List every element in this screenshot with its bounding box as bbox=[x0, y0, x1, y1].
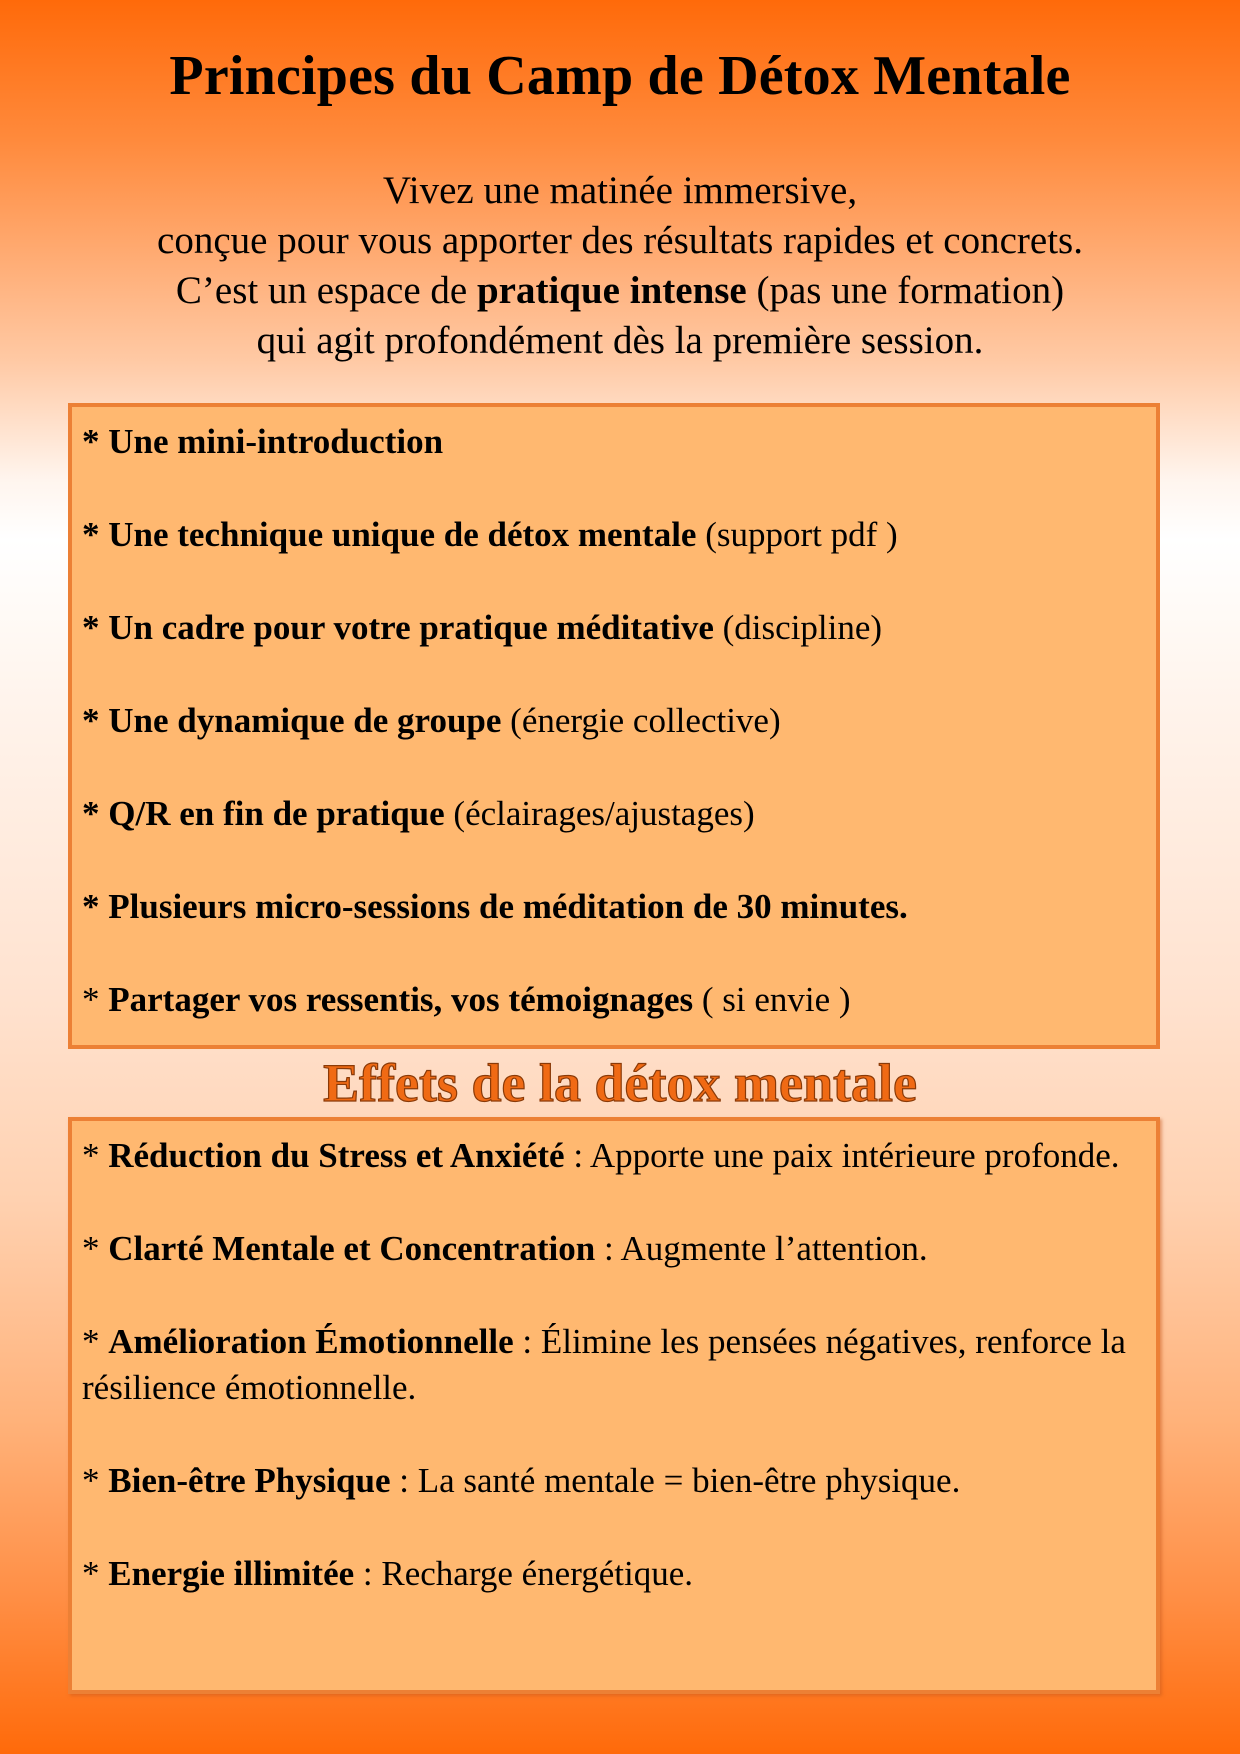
intro-paragraph bbox=[0, 166, 1240, 366]
principle-item bbox=[82, 791, 1156, 884]
principle-bold: Partager vos ressentis, vos témoignages bbox=[108, 980, 694, 1019]
principle-bold: * Q/R en fin de pratique bbox=[82, 794, 445, 833]
principle-rest: (discipline) bbox=[713, 608, 883, 647]
principle-rest: (énergie collective) bbox=[501, 701, 781, 740]
effect-rest: : Élimine les pensées négatives, renforce la résilience émotionnelle. bbox=[82, 1322, 1126, 1407]
principle-item bbox=[82, 419, 1156, 512]
effect-prefix: * bbox=[82, 1461, 109, 1500]
effect-item bbox=[82, 1551, 1156, 1597]
effect-rest: : Apporte une paix intérieure profonde. bbox=[564, 1136, 1120, 1175]
principle-item bbox=[82, 605, 1156, 698]
principle-rest: (éclairages/ajustages) bbox=[444, 794, 755, 833]
principle-item bbox=[82, 698, 1156, 791]
effect-bold: Amélioration Émotionnelle bbox=[108, 1322, 514, 1361]
effect-item bbox=[82, 1319, 1156, 1411]
principle-item bbox=[82, 512, 1156, 605]
effect-bold: Energie illimitée bbox=[108, 1554, 355, 1593]
effect-prefix: * bbox=[82, 1229, 109, 1268]
effect-prefix: * bbox=[82, 1322, 109, 1361]
effect-rest: : Augmente l’attention. bbox=[595, 1229, 928, 1268]
intro-line-3-post: (pas une formation) bbox=[746, 269, 1065, 312]
effect-prefix: * bbox=[82, 1554, 109, 1593]
intro-line-4: qui agit profondément dès la première session. bbox=[256, 319, 984, 362]
intro-line-3 bbox=[0, 266, 1240, 316]
principle-prefix: * bbox=[82, 980, 109, 1019]
principles-box bbox=[68, 403, 1160, 1049]
effects-heading: Effets de la détox mentale bbox=[323, 1053, 917, 1113]
page-title: Principes du Camp de Détox Mentale bbox=[169, 45, 1071, 107]
effect-item bbox=[82, 1226, 1156, 1272]
effects-box bbox=[68, 1117, 1160, 1694]
effect-rest: : La santé mentale = bien-être physique. bbox=[390, 1461, 961, 1500]
intro-line-2: conçue pour vous apporter des résultats rapides et concrets. bbox=[157, 219, 1083, 262]
principle-bold: * Un cadre pour votre pratique méditative bbox=[82, 608, 714, 647]
intro-line-3-pre: C’est un espace de bbox=[175, 269, 477, 312]
principle-bold: * Plusieurs micro-sessions de méditation de 30 minutes. bbox=[82, 887, 908, 926]
effect-bold: Clarté Mentale et Concentration bbox=[108, 1229, 596, 1268]
intro-line-1: Vivez une matinée immersive, bbox=[382, 169, 858, 212]
effect-rest: : Recharge énergétique. bbox=[354, 1554, 693, 1593]
effect-prefix: * bbox=[82, 1136, 109, 1175]
principle-rest: (support pdf ) bbox=[696, 515, 898, 554]
effect-bold: Bien-être Physique bbox=[108, 1461, 391, 1500]
principle-bold: * Une dynamique de groupe bbox=[82, 701, 502, 740]
principle-bold: * Une mini-introduction bbox=[82, 422, 444, 461]
principle-item bbox=[82, 884, 1156, 977]
effect-bold: Réduction du Stress et Anxiété bbox=[108, 1136, 565, 1175]
principle-bold: * Une technique unique de détox mentale bbox=[82, 515, 697, 554]
principle-rest: ( si envie ) bbox=[693, 980, 851, 1019]
effect-item bbox=[82, 1133, 1156, 1179]
intro-line-3-bold: pratique intense bbox=[476, 269, 747, 312]
effect-item bbox=[82, 1458, 1156, 1504]
